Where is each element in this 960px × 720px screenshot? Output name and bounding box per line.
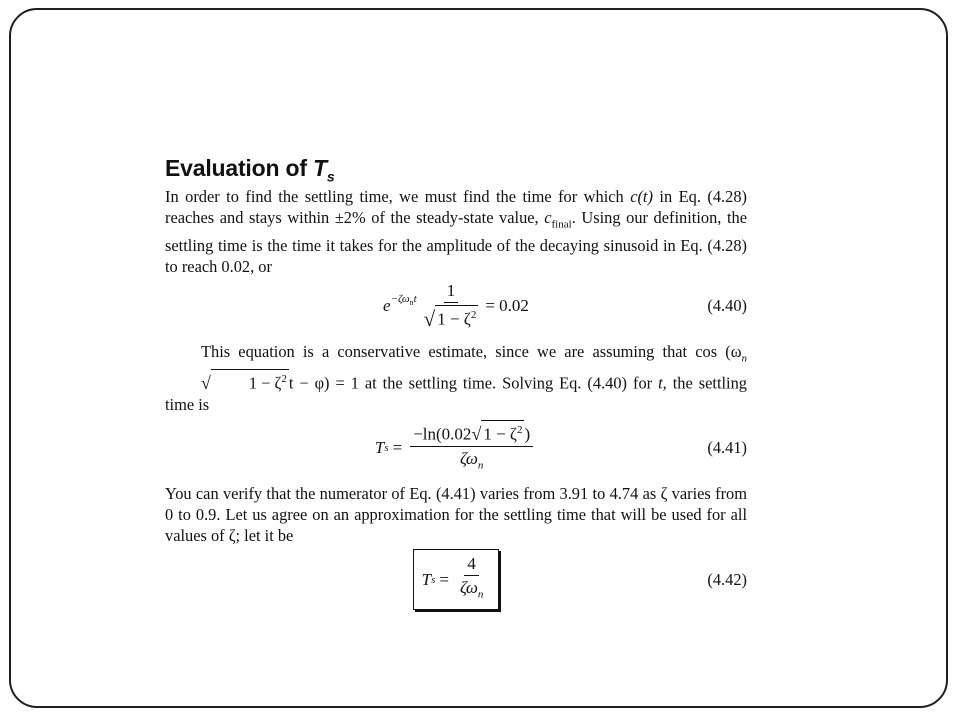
paragraph-3: You can verify that the numerator of Eq. (4.41) varies from 3.91 to 4.74 as ζ varies from 0 to 0.9. Let us agree on an approximation for the settling time that will be used for all values of ζ; let it be	[165, 483, 747, 545]
heading-var-sub: s	[326, 168, 335, 185]
paragraph-1: In order to find the settling time, we must find the time for which c(t) in Eq. (4.28) reaches and stays within ±2% of the steady-state value, $c_{final}$. Using our definition, the settling time is the time it takes for the amplitude of the decaying sinusoid in Eq. (4.28) to reach 0.02, or	[165, 186, 747, 276]
equation-4-40-body: e $^{-\zeta\omega_nt}$ 1 √ $1 - \zeta^2$ = 0.02	[383, 281, 529, 331]
equation-4-41-body: T s = −ln(0.02 √ $1 - \zeta^2$ ) $\zeta\omega_n$	[375, 420, 537, 475]
heading-var: T	[313, 155, 327, 181]
equation-number: (4.41)	[707, 437, 747, 457]
heading-text: Evaluation of	[165, 155, 313, 181]
fraction: 1 √ $1 - \zeta^2$	[423, 281, 477, 331]
equation-number: (4.42)	[707, 569, 747, 589]
boxed-equation: T s = $\frac{4}{\zeta\omega_n}$	[413, 549, 500, 609]
fraction: $\frac{4}{\zeta\omega_n}$	[459, 554, 484, 601]
fraction: −ln(0.02 √ $1 - \zeta^2$ ) $\zeta\omega_n$	[410, 420, 533, 475]
textbook-excerpt	[165, 155, 747, 614]
equation-4-42	[165, 546, 747, 614]
paragraph-2: This equation is a conservative estimate, since we are assuming that $\cos (\omega_n$ √ $1 - \zeta^2$ t − φ) = 1 at the settling time. Solving Eq. (4.40) for t, the settling time is	[165, 341, 747, 414]
equation-number: (4.40)	[707, 295, 747, 315]
section-heading	[165, 155, 747, 185]
equation-4-40	[165, 277, 747, 335]
equation-4-41	[165, 415, 747, 481]
